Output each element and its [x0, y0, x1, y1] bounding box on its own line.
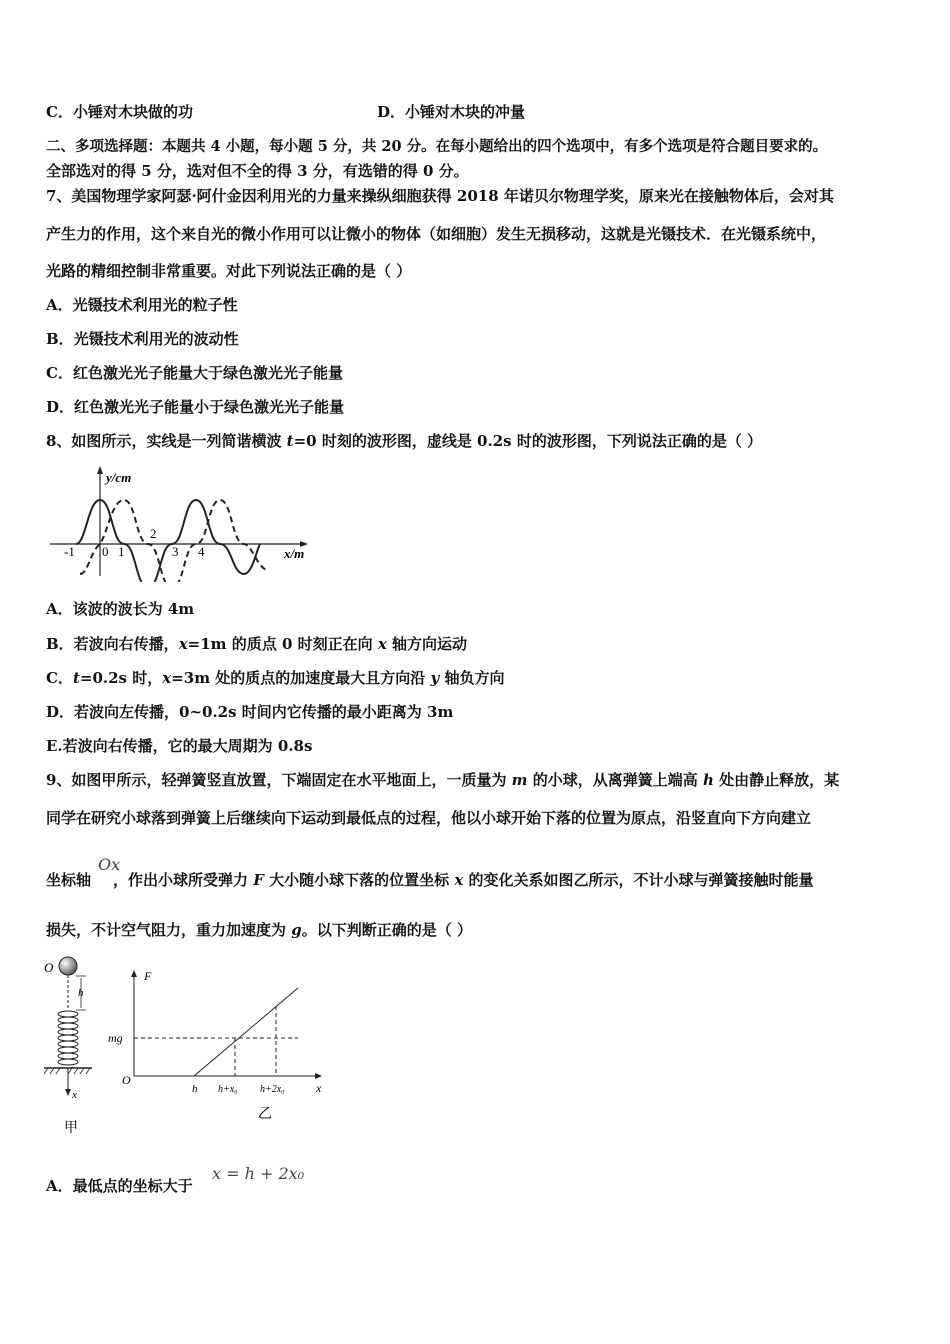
tick-h: h	[192, 1083, 198, 1095]
q9-ox-formula: Ox	[98, 855, 121, 874]
q7-stem-line1: 7、美国物理学家阿瑟·阿什金因利用光的力量来操纵细胞获得 2018 年诺贝尔物理学奖，原来光在接触物体后，会对其	[46, 187, 834, 205]
q8-option-e: E.若波向右传播，它的最大周期为 0.8s	[46, 737, 313, 755]
tick-2: 2	[150, 526, 157, 541]
q9-figure-jia	[40, 952, 100, 1142]
section-heading-line1: 二、多项选择题：本题共 4 小题，每小题 5 分，共 20 分。在每小题给出的四个选项中，有多个选项是符合题目要求的。	[46, 138, 828, 155]
tick-h-2x0: h+2x₀	[260, 1084, 285, 1095]
q9-option-a: A．最低点的坐标大于	[46, 1177, 193, 1195]
f-axis-label: F	[144, 969, 152, 983]
q8-option-b: B．若波向右传播，x=1m 的质点 0 时刻正在向 x 轴方向运动	[46, 635, 468, 653]
q8-option-c: C．t=0.2s 时，x=3m 处的质点的加速度最大且方向沿 y 轴负方向	[46, 669, 505, 687]
q8-option-a: A．该波的波长为 4m	[46, 600, 195, 618]
q9-stem-line3: 坐标轴 ，作出小球所受弹力 F 大小随小球下落的位置坐标 x 的变化关系如图乙所示，不计小球与弹簧接触时能量	[46, 871, 814, 889]
tick-0: 0	[102, 544, 109, 559]
q8-option-d: D．若波向左传播，0~0.2s 时间内它传播的最小距离为 3m	[46, 703, 454, 721]
tick-neg1: -1	[64, 544, 75, 559]
height-h-label: h	[78, 987, 84, 999]
q7-option-a: A．光镊技术利用光的粒子性	[46, 296, 238, 314]
tick-3: 3	[172, 544, 179, 559]
caption-yi: 乙	[258, 1107, 272, 1122]
q9-figure-yi	[104, 958, 334, 1126]
q9-stem-line1: 9、如图甲所示，轻弹簧竖直放置，下端固定在水平地面上，一质量为 m 的小球，从离弹簧上端高 h 处由静止释放，某	[46, 771, 840, 789]
q8-wave-figure	[46, 462, 318, 582]
q9-option-a-formula: x = h + 2x₀	[212, 1164, 305, 1183]
force-line	[194, 988, 298, 1076]
mg-label: mg	[108, 1031, 123, 1045]
x-axis-label: x	[316, 1081, 322, 1095]
q8-stem: 8、如图所示，实线是一列简谐横波 t=0 时刻的波形图，虚线是 0.2s 时的波形图，下列说法正确的是（ ）	[46, 432, 763, 450]
x-axis-label: x	[72, 1089, 77, 1101]
solid-wave	[76, 500, 260, 582]
section-heading-line2: 全部选对的得 5 分，选对但不全的得 3 分，有选错的得 0 分。	[46, 162, 469, 180]
tick-h-x0: h+x₀	[218, 1084, 238, 1095]
origin-o-label: O	[44, 960, 54, 975]
q7-stem-line2: 产生力的作用，这个来自光的微小作用可以让微小的物体（如细胞）发生无损移动，这就是光镊技术．在光镊系统中，	[46, 225, 827, 243]
q7-option-b: B．光镊技术利用光的波动性	[46, 330, 239, 348]
tick-1: 1	[118, 544, 125, 559]
q9-stem-line4: 损失，不计空气阻力，重力加速度为 g。以下判断正确的是（ ）	[46, 921, 472, 939]
y-axis-label: y/cm	[106, 470, 132, 485]
q7-option-c: C．红色激光光子能量大于绿色激光光子能量	[46, 364, 343, 382]
x-axis-label: x/m	[284, 546, 305, 561]
q6-option-c: C．小锤对木块做的功	[46, 103, 193, 121]
caption-jia: 甲	[64, 1121, 78, 1136]
q7-stem-line3: 光路的精细控制非常重要。对此下列说法正确的是（ ）	[46, 262, 412, 280]
spring	[58, 1011, 78, 1065]
origin-label: O	[122, 1073, 131, 1087]
q7-option-d: D．红色激光光子能量小于绿色激光光子能量	[46, 398, 345, 416]
q6-option-d: D．小锤对木块的冲量	[377, 103, 526, 121]
q9-stem-line2: 同学在研究小球落到弹簧上后继续向下运动到最低点的过程，他以小球开始下落的位置为原点，沿竖直向下方向建立	[46, 809, 812, 827]
tick-4: 4	[198, 544, 205, 559]
ball	[59, 957, 77, 975]
